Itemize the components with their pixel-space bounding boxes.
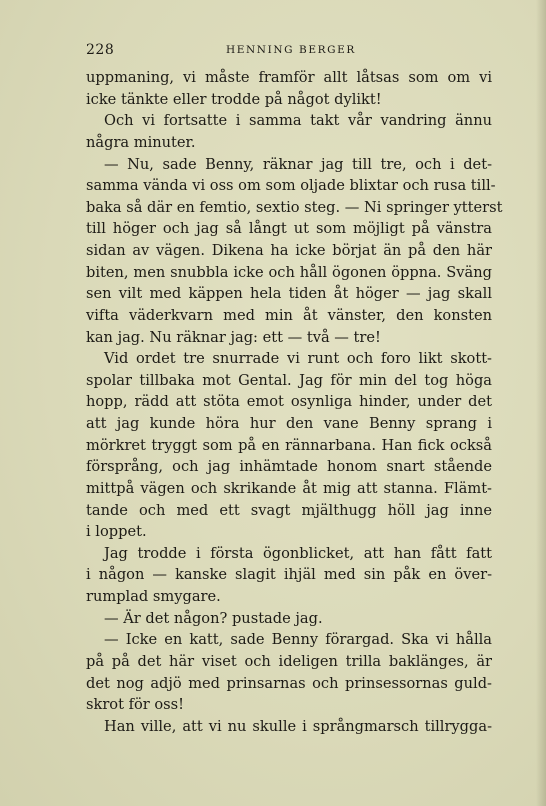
text-line: samma vända vi oss om som oljade blixtar och rusa till- (86, 177, 496, 195)
text-line: sen vilt med käppen hela tiden åt höger — jag skall (86, 285, 492, 303)
text-line: i loppet. (86, 523, 147, 541)
text-line: Och vi fortsatte i samma takt vår vandring ännu (104, 112, 492, 130)
text-line: — Nu, sade Benny, räknar jag till tre, och i det- (104, 155, 492, 173)
page-edge-shadow (536, 0, 546, 806)
text-line: uppmaning, vi måste framför allt låtsas som om vi (86, 69, 492, 86)
text-line: Jag trodde i första ögonblicket, att han fått fatt (104, 544, 492, 562)
text-line: Han ville, att vi nu skulle i språngmarsch tillrygga- (104, 717, 492, 735)
text-line: hopp, rädd att stöta emot osynliga hinder, under det (86, 393, 492, 411)
text-line: — Icke en katt, sade Benny förargad. Ska vi hålla (104, 631, 492, 649)
text-line: rumplad smygare. (86, 588, 221, 605)
text-line: tande och med ett svagt mjälthugg höll jag inne (86, 501, 492, 519)
text-line: sidan av vägen. Dikena ha icke börjat än på den här (86, 242, 492, 259)
text-line: till höger och jag så långt ut som möjligt på vänstra (86, 220, 492, 238)
text-line: att jag kunde höra hur den vane Benny sprang i (86, 415, 492, 432)
text-line: vifta väderkvarn med min åt vänster, den konsten (86, 306, 492, 324)
text-line: på på det här viset och ideligen trilla baklänges, är (86, 652, 492, 670)
text-line: försprång, och jag inhämtade honom snart stående (86, 458, 492, 476)
text-line: mittpå vägen och skrikande åt mig att stanna. Flämt- (86, 479, 492, 497)
body-text (86, 67, 503, 737)
text-line: mörkret tryggt som på en rännarbana. Han fick också (86, 436, 492, 454)
text-line: några minuter. (86, 133, 196, 151)
text-line: i någon — kanske slagit ihjäl med sin påk en över- (86, 566, 492, 584)
text-line: — Är det någon? pustade jag. (104, 609, 323, 627)
page-header (86, 42, 492, 62)
text-line: biten, men snubbla icke och håll ögonen öppna. Sväng (86, 263, 492, 281)
text-line: baka så där en femtio, sextio steg. — Ni springer ytterst (86, 198, 503, 216)
text-line: spolar tillbaka mot Gental. Jag för min del tog höga (86, 371, 492, 389)
running-head: HENNING BERGER (226, 44, 356, 56)
text-line: icke tänkte eller trodde på något dylikt! (86, 90, 382, 108)
page-number: 228 (86, 42, 115, 58)
text-line: skrot för oss! (86, 696, 185, 714)
text-line: det nog adjö med prinsarnas och prinsessornas guld- (86, 674, 492, 692)
text-line: kan jag. Nu räknar jag: ett — två — tre! (86, 328, 381, 346)
text-line: Vid ordet tre snurrade vi runt och foro likt skott- (104, 350, 492, 368)
